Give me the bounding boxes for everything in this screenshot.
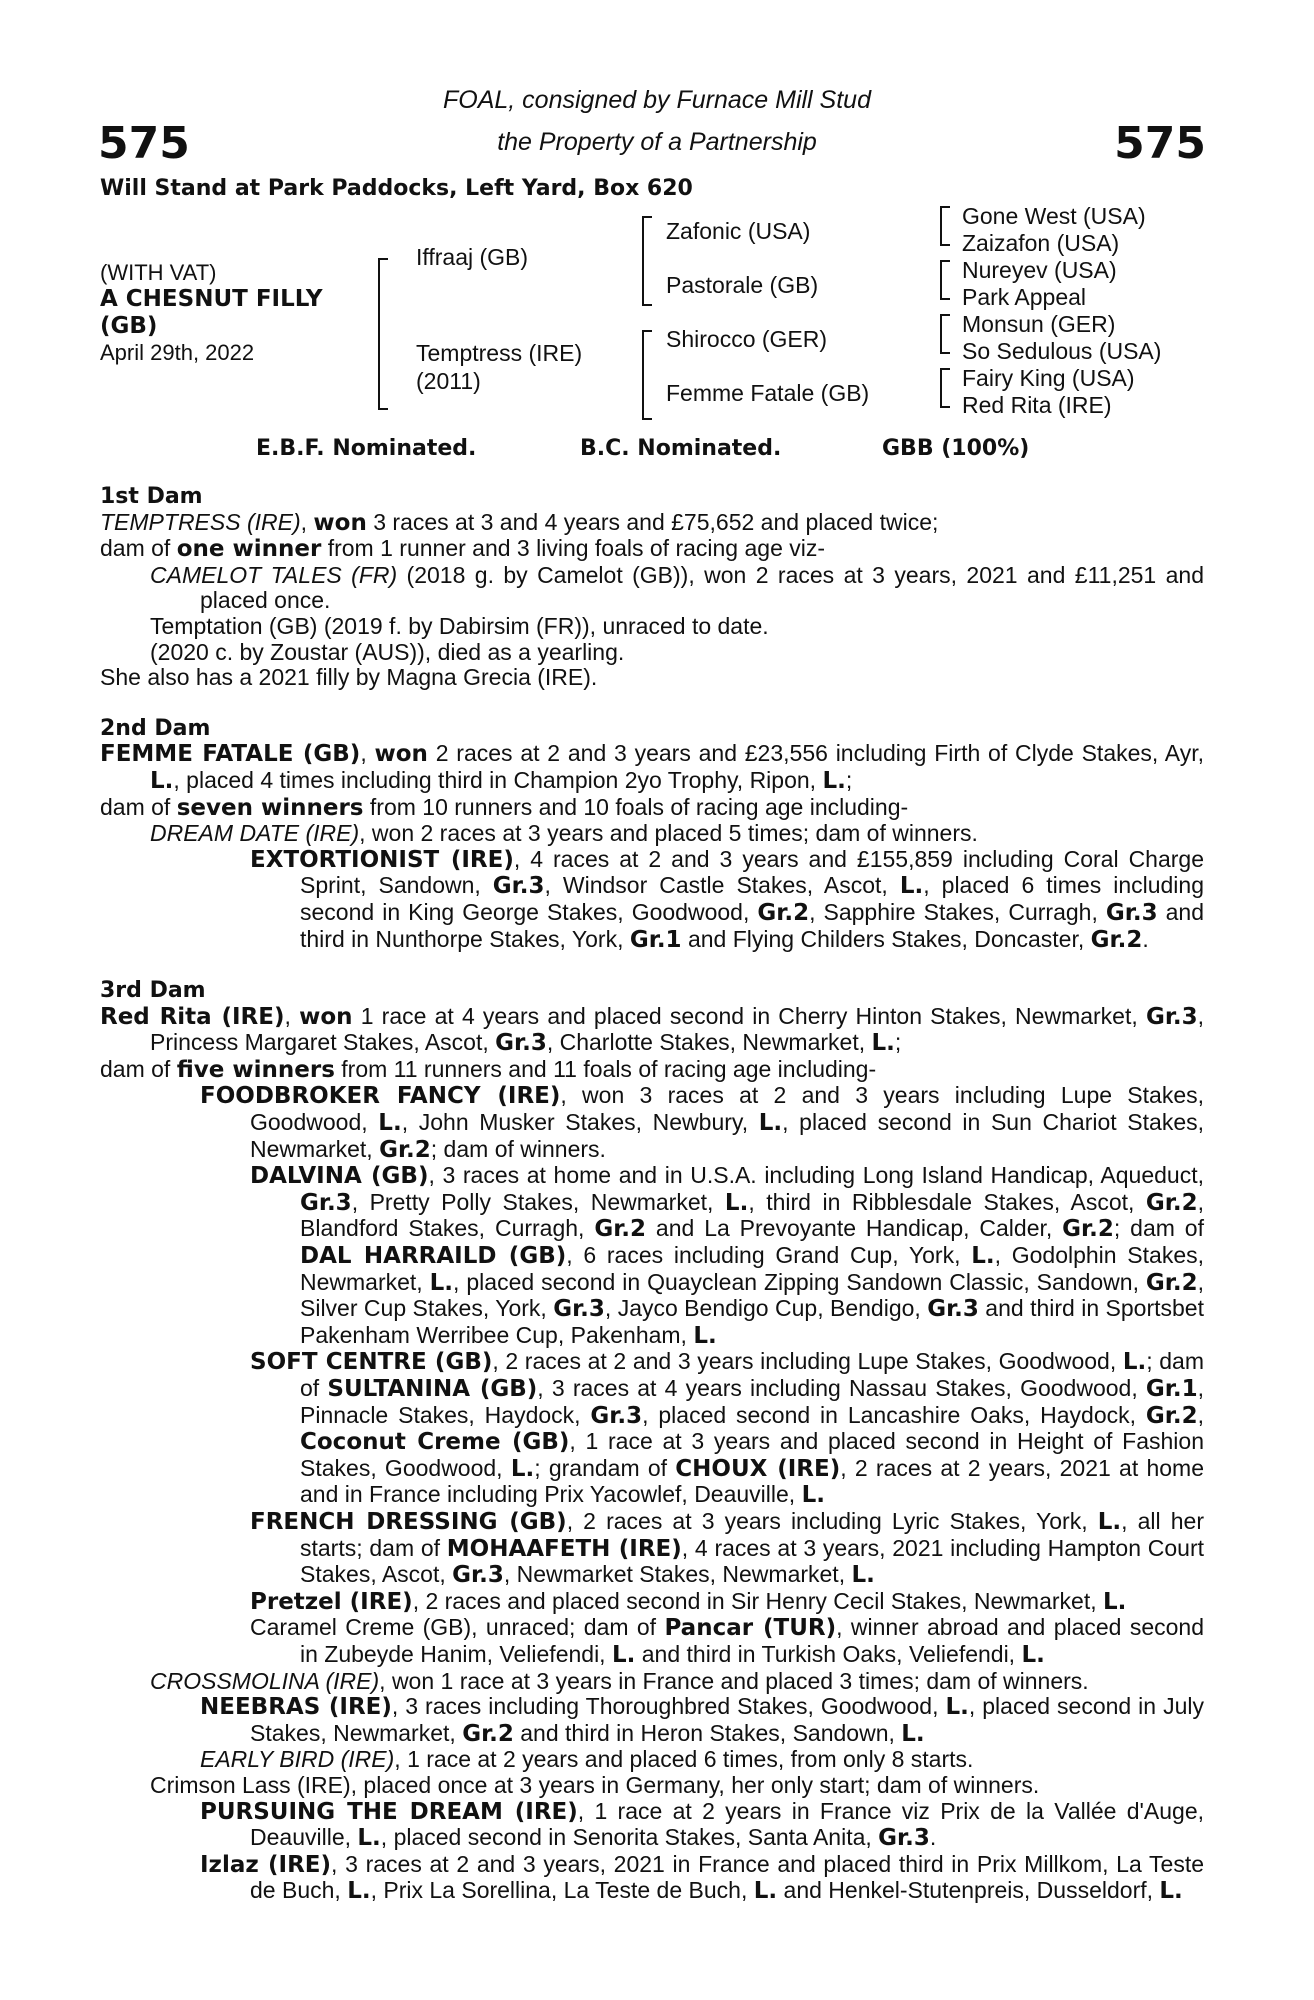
third-dam-grandfoal-1: DALVINA (GB), 3 races at home and in U.S.A. including Long Island Handicap, Aqueduct, Gr.3, Pretty Polly Stakes, Newmarket, L., third in Ribblesdale Stakes, Ascot, Gr.2, Blandford Stakes, Curragh, Gr.2 and La Prevoyante Handicap, Calder, Gr.2; dam of DAL HARRAILD (GB), 6 races including Grand Cup, York, L., Godolphin Stakes, Newmarket, L., placed second in Quayclean Zipping Sandown Classic, Sandown, Gr.2, Silver Cup Stakes, York, Gr.3, Jayco Bendigo Cup, Bendigo, Gr.3 and third in Sportsbet Pakenham Werribee Cup, Pakenham, L. (250, 1162, 1205, 1349)
pedigree-dss: Monsun (GER) (962, 311, 1116, 337)
bc-nomination: B.C. Nominated. (580, 436, 782, 461)
third-dam-foal-3: Crimson Lass (IRE), placed once at 3 years in Germany, her only start; dam of winners. (150, 1771, 1040, 1798)
third-dam-grandfoal-8: PURSUING THE DREAM (IRE), 1 race at 2 years in France viz Prix de la Vallée d'Auge, Deauville, L., placed second in Senorita Stakes, Santa Anita, Gr.3. (200, 1797, 1205, 1852)
third-dam-grandfoal-3: FRENCH DRESSING (GB), 2 races at 3 years including Lyric Stakes, York, L., all her starts; dam of MOHAAFETH (IRE), 4 races at 3 years, 2021 including Hampton Court Stakes, Ascot, Gr.3, Newmarket Stakes, Newmarket, L. (250, 1507, 1204, 1589)
first-dam-heading: 1st Dam (100, 484, 203, 509)
lot-number-right: 575 (1114, 118, 1206, 169)
second-dam-foal-1: DREAM DATE (IRE), won 2 races at 3 years and placed 5 times; dam of winners. (150, 820, 978, 847)
pedigree-ssd: Zaizafon (USA) (962, 230, 1120, 256)
pedigree-sire: Iffraaj (GB) (416, 244, 529, 270)
gbb-rating: GBB (100%) (882, 436, 1030, 461)
pedigree-brace-1 (940, 206, 950, 246)
lot-number-left: 575 (98, 118, 190, 169)
pedigree-brace-dam (642, 330, 652, 420)
first-dam-foal-4: She also has a 2021 filly by Magna Grecia (IRE). (100, 664, 598, 691)
pedigree-sds: Nureyev (USA) (962, 257, 1117, 283)
third-dam-entry: Red Rita (IRE), won 1 race at 4 years and placed second in Cherry Hinton Stakes, Newmarket, Gr.3, Princess Margaret Stakes, Ascot, Gr.3, Charlotte Stakes, Newmarket, L.; (100, 1002, 1205, 1057)
pedigree-dam-dam: Femme Fatale (GB) (666, 380, 870, 406)
property-line: the Property of a Partnership (497, 128, 817, 156)
vat-note: (WITH VAT) (100, 260, 217, 285)
horse-origin: (GB) (100, 313, 158, 339)
third-dam-grandfoal-2: SOFT CENTRE (GB), 2 races at 2 and 3 years including Lupe Stakes, Goodwood, L.; dam of SULTANINA (GB), 3 races at 4 years including Nassau Stakes, Goodwood, Gr.1, Pinnacle Stakes, Haydock, Gr.3, placed second in Lancashire Oaks, Haydock, Gr.2, Coconut Creme (GB), 1 race at 3 years and placed second in Height of Fashion Stakes, Goodwood, L.; grandam of CHOUX (IRE), 2 races at 2 years, 2021 at home and in France including Prix Yacowlef, Deauville, L. (250, 1348, 1204, 1509)
third-dam-grandfoal-9: Izlaz (IRE), 3 races at 2 and 3 years, 2021 in France and placed third in Prix Millkom, La Teste de Buch, L., Prix La Sorellina, La Teste de Buch, L. and Henkel-Stutenpreis, Dusseldorf, L. (200, 1850, 1204, 1905)
second-dam-heading: 2nd Dam (100, 715, 211, 741)
third-dam-grandfoal-7: EARLY BIRD (IRE), 1 race at 2 years and placed 6 times, from only 8 starts. (200, 1746, 974, 1773)
pedigree-brace-4 (940, 368, 950, 408)
second-dam-grandfoal-1: EXTORTIONIST (IRE), 4 races at 2 and 3 years and £155,859 including Coral Charge Sprint, Sandown, Gr.3, Windsor Castle Stakes, Ascot, L., placed 6 times including second in King George Stakes, Goodwood, Gr.2, Sapphire Stakes, Curragh, Gr.3 and third in Nunthorpe Stakes, York, Gr.1 and Flying Childers Stakes, Doncaster, Gr.2. (250, 845, 1205, 953)
pedigree-sss: Gone West (USA) (962, 203, 1146, 229)
pedigree-dds: Fairy King (USA) (962, 365, 1135, 391)
birth-date: April 29th, 2022 (100, 340, 255, 365)
first-dam-foal-2: Temptation (GB) (2019 f. by Dabirsim (FR)), unraced to date. (150, 612, 769, 639)
pedigree-brace-3 (940, 314, 950, 354)
pedigree-sire-sire: Zafonic (USA) (666, 218, 811, 244)
horse-name: A CHESNUT FILLY (100, 286, 323, 312)
third-dam-heading: 3rd Dam (100, 978, 206, 1004)
third-dam-produce-summary: dam of five winners from 11 runners and 11 foals of racing age including- (100, 1055, 877, 1083)
pedigree-dam-sire: Shirocco (GER) (666, 326, 828, 352)
catalogue-body (100, 484, 1204, 1905)
third-dam-foal-1: FOODBROKER FANCY (IRE), won 3 races at 2 and 3 years including Lupe Stakes, Goodwood, L., John Musker Stakes, Newbury, L., placed second in Sun Chariot Stakes, Newmarket, Gr.2; dam of winners. (200, 1082, 1205, 1163)
pedigree-ddd: Red Rita (IRE) (962, 392, 1112, 418)
pedigree-dam: Temptress (IRE) (416, 340, 583, 366)
pedigree-sdd: Park Appeal (962, 284, 1087, 310)
pedigree-brace-sire (642, 216, 652, 306)
third-dam-grandfoal-6: NEEBRAS (IRE), 3 races including Thoroughbred Stakes, Goodwood, L., placed second in July Stakes, Newmarket, Gr.2 and third in Heron Stakes, Sandown, L. (200, 1693, 1204, 1747)
third-dam-grandfoal-4: Pretzel (IRE), 2 races and placed second in Sir Henry Cecil Stakes, Newmarket, L. (250, 1587, 1127, 1615)
stand-location: Will Stand at Park Paddocks, Left Yard, Box 620 (100, 176, 693, 201)
pedigree-brace-2 (940, 260, 950, 300)
pedigree-brace-main (378, 258, 388, 410)
second-dam-produce-summary: dam of seven winners from 10 runners and 10 foals of racing age including- (100, 793, 909, 821)
ebf-nomination: E.B.F. Nominated. (256, 436, 477, 461)
third-dam-foal-2: CROSSMOLINA (IRE), won 1 race at 3 years in France and placed 3 times; dam of winners. (150, 1667, 1089, 1694)
pedigree-dsd: So Sedulous (USA) (962, 338, 1162, 364)
pedigree-dam-year: (2011) (416, 368, 481, 394)
consignor-line: FOAL, consigned by Furnace Mill Stud (443, 86, 871, 114)
third-dam-grandfoal-5: Caramel Creme (GB), unraced; dam of Pancar (TUR), winner abroad and placed second in Zubeyde Hanim, Veliefendi, L. and third in Turkish Oaks, Veliefendi, L. (250, 1614, 1204, 1668)
first-dam-produce-summary: dam of one winner from 1 runner and 3 living foals of racing age viz- (100, 535, 826, 563)
first-dam-foal-1: CAMELOT TALES (FR) (2018 g. by Camelot (GB)), won 2 races at 3 years, 2021 and £11,251 and placed once. (150, 561, 1204, 614)
pedigree-sire-dam: Pastorale (GB) (666, 272, 819, 298)
first-dam-entry: TEMPTRESS (IRE), won 3 races at 3 and 4 years and £75,652 and placed twice; (100, 508, 939, 536)
second-dam-entry: FEMME FATALE (GB), won 2 races at 2 and 3 years and £23,556 including Firth of Clyde Stakes, Ayr, L., placed 4 times including third in Champion 2yo Trophy, Ripon, L.; (100, 740, 1205, 794)
first-dam-foal-3: (2020 c. by Zoustar (AUS)), died as a yearling. (150, 638, 625, 665)
